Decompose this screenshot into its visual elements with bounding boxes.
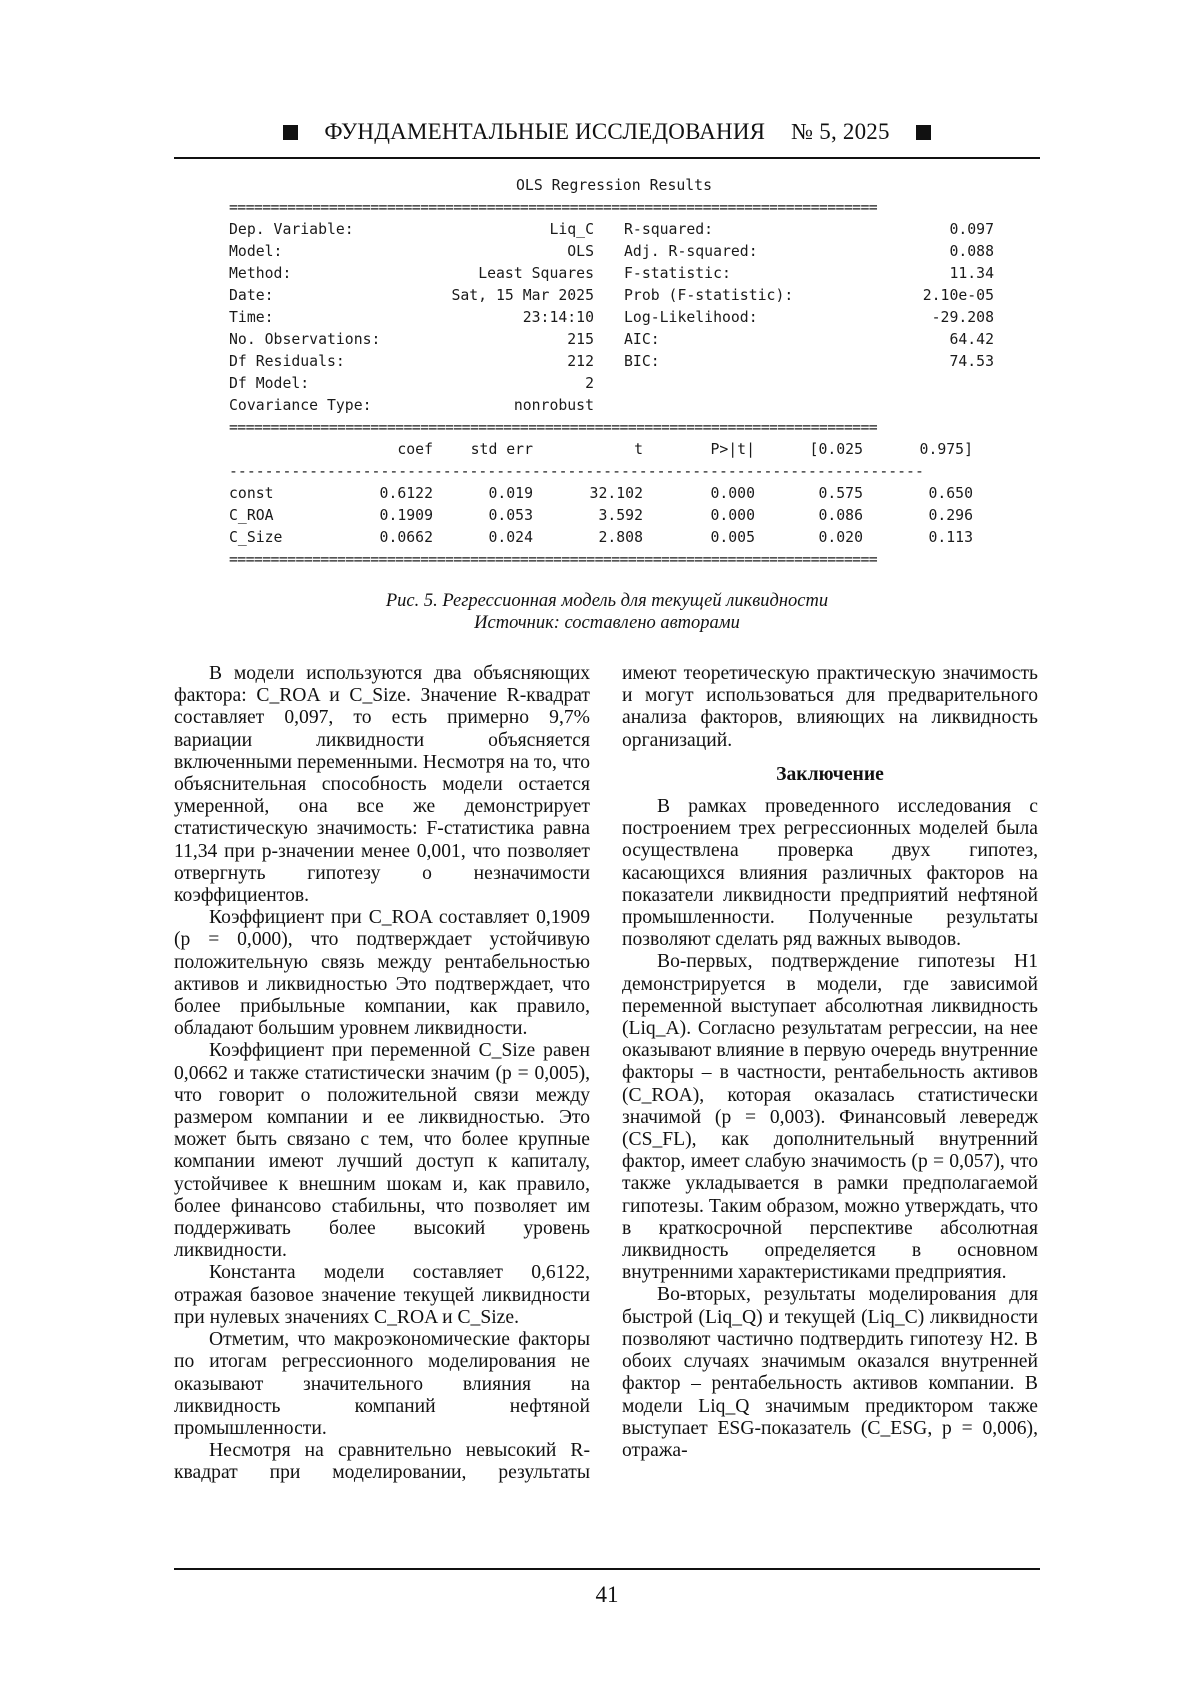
summary-row bbox=[229, 219, 999, 241]
summary-label: Log-Likelihood: bbox=[624, 309, 758, 326]
summary-row bbox=[229, 307, 999, 329]
coef-cell: 0.000 bbox=[710, 485, 755, 502]
summary-label: R-squared: bbox=[624, 221, 714, 238]
coef-row bbox=[229, 527, 999, 549]
caption-source: Источник: составлено авторами bbox=[474, 613, 740, 633]
coef-cell: 32.102 bbox=[589, 485, 643, 502]
spacer bbox=[594, 307, 624, 329]
summary-label: No. Observations: bbox=[229, 331, 381, 348]
summary-value: 2.10e-05 bbox=[922, 287, 994, 304]
summary-value: 23:14:10 bbox=[522, 309, 594, 326]
coef-header-cell: 0.975] bbox=[919, 441, 973, 458]
figure-caption bbox=[174, 590, 1040, 634]
summary-value: 0.097 bbox=[949, 221, 994, 238]
summary-value: OLS bbox=[567, 243, 594, 260]
summary-label: Time: bbox=[229, 309, 274, 326]
double-rule: ============================================================================== bbox=[229, 419, 878, 436]
double-rule: ============================================================================== bbox=[229, 199, 878, 216]
summary-label: Prob (F-statistic): bbox=[624, 287, 794, 304]
paragraph: В модели используются два объясняющих фактора: C_ROA и C_Size. Значение R-квадрат составляет 0,097, то есть примерно 9,7% вариации ликвидности объясняется включенными переменными. Несмотря на то, что объяснительная способность модели остается умеренной, она все же демонстрирует статистическую значимость: F-статистика равна 11,34 при p-значении менее 0,001, что позволяет отвергнуть гипотезу о незначимости коэффициентов. bbox=[174, 663, 590, 907]
summary-value: Least Squares bbox=[478, 265, 594, 282]
spacer bbox=[594, 351, 624, 373]
summary-label: Adj. R-squared: bbox=[624, 243, 758, 260]
summary-value: 2 bbox=[585, 375, 594, 392]
summary-label: Df Model: bbox=[229, 375, 310, 392]
summary-value: 64.42 bbox=[949, 331, 994, 348]
spacer bbox=[594, 263, 624, 285]
paragraph: Коэффициент при C_ROA составляет 0,1909 (p = 0,000), что подтверждает устойчивую положительную связь между рентабельностью активов и ликвидностью Это подтверждает, что более прибыльные компании, как правило, обладают большим уровнем ликвидности. bbox=[174, 907, 590, 1040]
summary-row bbox=[229, 373, 999, 395]
summary-value bbox=[884, 373, 994, 395]
summary-label: F-statistic: bbox=[624, 265, 731, 282]
left-column bbox=[174, 663, 590, 1485]
summary-value: 74.53 bbox=[949, 353, 994, 370]
paragraph: Во-вторых, результаты моделирования для быстрой (Liq_Q) и текущей (Liq_C) ликвидности позволяют частично подтвердить гипотезу H2. В обоих случаях значимым оказался внутренней фактор – рентабельность активов компании. В модели Liq_Q значимым предиктором также выступает ESG-показатель (C_ESG, p = 0,006), отража- bbox=[622, 1284, 1038, 1461]
coef-cell: 3.592 bbox=[598, 507, 643, 524]
journal-title: ФУНДАМЕНТАЛЬНЫЕ ИССЛЕДОВАНИЯ bbox=[324, 119, 766, 144]
header-square-right-icon bbox=[916, 125, 931, 140]
paragraph: Во-первых, подтверждение гипотезы H1 демонстрируется в модели, где зависимой переменной выступает абсолютная ликвидность (Liq_A). Согласно результатам регрессии, на нее оказывают влияние в первую очередь внутренние факторы – в частности, рентабельность активов (C_ROA), которая оказалась статистически значимой (p = 0,003). Финансовый левередж (CS_FL), как дополнительный внутренний фактор, имеет слабую значимость (p = 0,057), что также укладывается в рамки предполагаемой гипотезы. Таким образом, можно утверждать, что в краткосрочной перспективе абсолютная ликвидность определяется в основном внутренними характеристиками предприятия. bbox=[622, 951, 1038, 1284]
coef-cell: 0.113 bbox=[928, 529, 973, 546]
coef-cell: 2.808 bbox=[598, 529, 643, 546]
summary-row bbox=[229, 395, 999, 417]
paragraph: Несмотря на сравнительно невысокий R-квадрат при моделировании, результаты bbox=[174, 1440, 590, 1484]
coef-table bbox=[229, 483, 999, 549]
summary-row bbox=[229, 351, 999, 373]
coef-cell: 0.086 bbox=[818, 507, 863, 524]
section-title: Заключение bbox=[776, 763, 884, 785]
coef-cell: 0.053 bbox=[488, 507, 533, 524]
paragraph: Отметим, что макроэкономические факторы по итогам регрессионного моделирования не оказывают значительного влияния на ликвидность компаний нефтяной промышленности. bbox=[174, 1329, 590, 1439]
spacer bbox=[594, 285, 624, 307]
spacer bbox=[594, 395, 624, 417]
summary-value: 215 bbox=[567, 331, 594, 348]
summary-value: Liq_C bbox=[549, 221, 594, 238]
summary-value: -29.208 bbox=[931, 309, 994, 326]
coef-header-cell: t bbox=[634, 441, 643, 458]
coef-cell: 0.005 bbox=[710, 529, 755, 546]
coef-cell: 0.0662 bbox=[379, 529, 433, 546]
right-column bbox=[622, 663, 1038, 1462]
journal-header bbox=[174, 114, 1040, 150]
coef-row bbox=[229, 483, 999, 505]
summary-value: 212 bbox=[567, 353, 594, 370]
summary-label: Covariance Type: bbox=[229, 397, 372, 414]
summary-value: nonrobust bbox=[513, 397, 594, 414]
header-square-left-icon bbox=[283, 125, 298, 140]
coef-cell: 0.6122 bbox=[379, 485, 433, 502]
summary-label: AIC: bbox=[624, 331, 660, 348]
coef-cell: 0.1909 bbox=[379, 507, 433, 524]
coef-cell: 0.650 bbox=[928, 485, 973, 502]
summary-row bbox=[229, 329, 999, 351]
paragraph-continuation: имеют теоретическую практическую значимость и могут использоваться для предварительного анализа факторов, влияющих на ликвидность организаций. bbox=[622, 663, 1038, 751]
double-rule: ============================================================================== bbox=[229, 551, 878, 568]
coef-cell: 0.000 bbox=[710, 507, 755, 524]
summary-label: Model: bbox=[229, 243, 283, 260]
ols-regression-output bbox=[229, 175, 999, 571]
variable-name: C_ROA bbox=[229, 507, 274, 524]
coef-cell: 0.024 bbox=[488, 529, 533, 546]
coef-cell: 0.296 bbox=[928, 507, 973, 524]
spacer bbox=[594, 219, 624, 241]
summary-value bbox=[884, 395, 994, 417]
coef-header-row bbox=[229, 439, 999, 461]
summary-label: Dep. Variable: bbox=[229, 221, 354, 238]
single-rule: ------------------------------------------------------------------------------ bbox=[229, 463, 924, 480]
spacer bbox=[594, 329, 624, 351]
caption-title: Рис. 5. Регрессионная модель для текущей ликвидности bbox=[385, 591, 829, 611]
ols-title: OLS Regression Results bbox=[516, 177, 712, 194]
variable-name: C_Size bbox=[229, 529, 283, 546]
page-number: 41 bbox=[595, 1582, 619, 1607]
coef-header-cell: P>|t| bbox=[710, 441, 755, 458]
coef-cell: 0.020 bbox=[818, 529, 863, 546]
summary-label: Method: bbox=[229, 265, 292, 282]
summary-row bbox=[229, 241, 999, 263]
summary-label bbox=[624, 395, 884, 417]
summary-row bbox=[229, 263, 999, 285]
spacer bbox=[594, 373, 624, 395]
summary-label: Df Residuals: bbox=[229, 353, 345, 370]
summary-value: Sat, 15 Mar 2025 bbox=[451, 287, 594, 304]
header-rule bbox=[174, 157, 1040, 159]
coef-header-cell: std err bbox=[470, 441, 533, 458]
variable-name: const bbox=[229, 485, 274, 502]
summary-value: 11.34 bbox=[949, 265, 994, 282]
coef-header-cell: [0.025 bbox=[809, 441, 863, 458]
issue-number: № 5, 2025 bbox=[791, 119, 890, 144]
summary-table bbox=[229, 219, 999, 417]
summary-row bbox=[229, 285, 999, 307]
coef-header-cell bbox=[229, 439, 329, 461]
spacer bbox=[594, 241, 624, 263]
summary-label: Date: bbox=[229, 287, 274, 304]
paragraph: Константа модели составляет 0,6122, отражая базовое значение текущей ликвидности при нулевых значениях C_ROA и C_Size. bbox=[174, 1262, 590, 1328]
coef-cell: 0.019 bbox=[488, 485, 533, 502]
coef-row bbox=[229, 505, 999, 527]
summary-label bbox=[624, 373, 884, 395]
coef-cell: 0.575 bbox=[818, 485, 863, 502]
paragraph: Коэффициент при переменной C_Size равен 0,0662 и также статистически значим (p = 0,005), что говорит о положительной связи между размером компании и ее ликвидностью. Это может быть связано с тем, что более крупные компании имеют лучший доступ к капиталу, устойчивее к внешним шокам и, как правило, более финансово стабильны, что позволяет им поддерживать более высокий уровень ликвидности. bbox=[174, 1040, 590, 1262]
footer-rule bbox=[174, 1568, 1040, 1570]
coef-header-cell: coef bbox=[397, 441, 433, 458]
paragraph: В рамках проведенного исследования с построением трех регрессионных моделей была осуществлена проверка двух гипотез, касающихся влияния различных факторов на показатели ликвидности предприятий нефтяной промышленности. Полученные результаты позволяют сделать ряд важных выводов. bbox=[622, 796, 1038, 951]
summary-value: 0.088 bbox=[949, 243, 994, 260]
summary-label: BIC: bbox=[624, 353, 660, 370]
